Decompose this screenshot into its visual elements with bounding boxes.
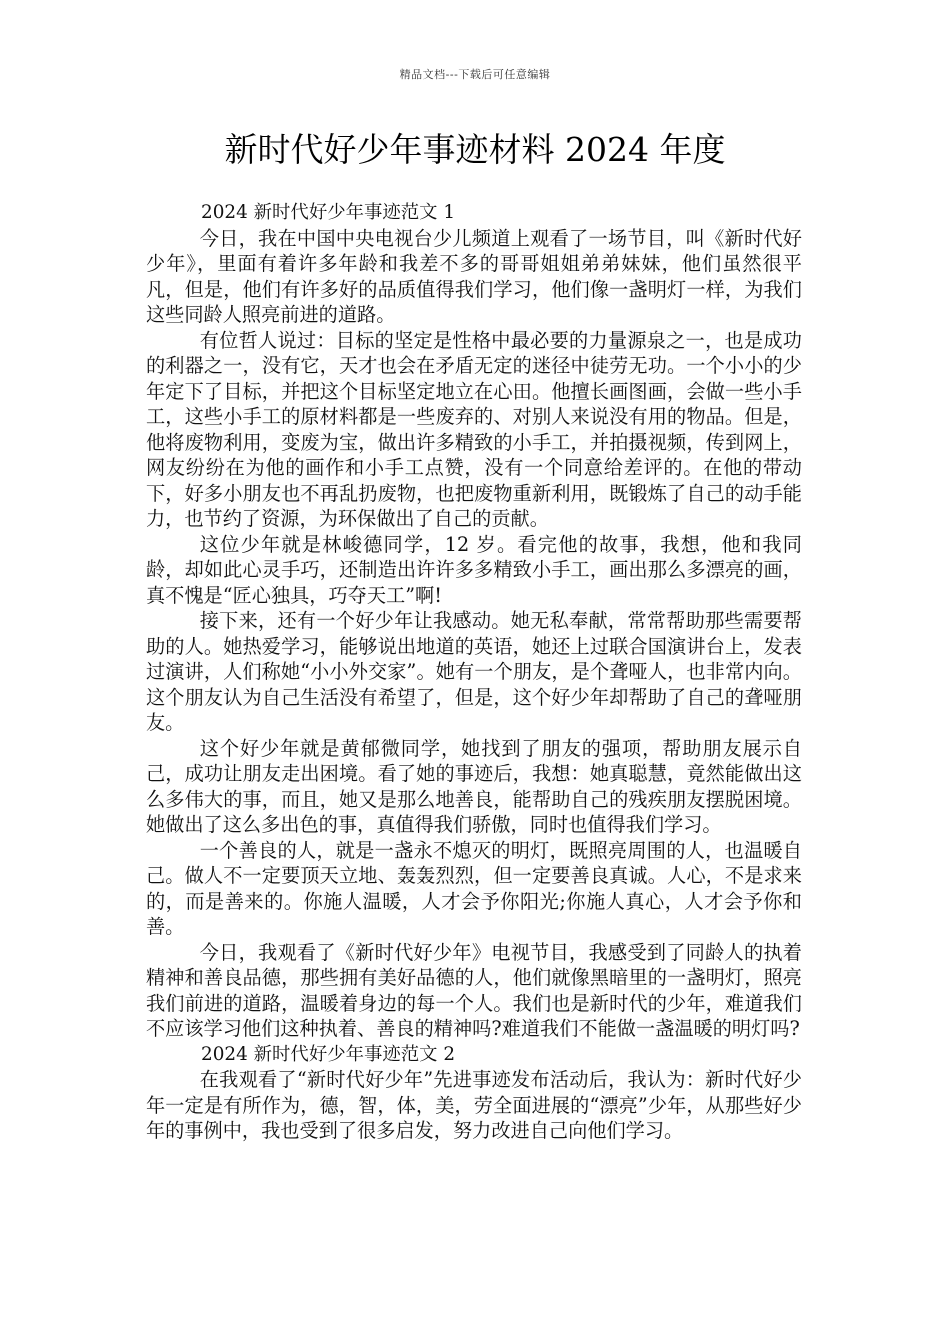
section-heading: 2024 新时代好少年事迹范文 2 [201, 1043, 456, 1065]
paragraph: 今日，我观看了《新时代好少年》电视节目，我感受到了同龄人的执着精神和善良品德，那些拥有美好品德的人，他们就像黑暗里的一盏明灯，照亮我们前进的道路，温暖着身边的每一个人。我们也是新时代的少年，难道我们不应该学习他们这种执着、善良的精神吗?难道我们不能做一盏温暖的明灯吗? [146, 940, 802, 1040]
document-body [146, 200, 802, 1144]
paragraph: 在我观看了“新时代好少年”先进事迹发布活动后，我认为：新时代好少年一定是有所作为，德，智，体，美，劳全面进展的“漂亮”少年，从那些好少年的事例中，我也受到了很多启发，努力改进自己向他们学习。 [146, 1068, 802, 1142]
paragraph: 一个善良的人，就是一盏永不熄灭的明灯，既照亮周围的人，也温暖自己。做人不一定要顶天立地、轰轰烈烈，但一定要善良真诚。人心，不是求来的，而是善来的。你施人温暖，人才会予你阳光;你施人真心，人才会予你和善。 [146, 838, 802, 938]
paragraph: 这个好少年就是黄郁微同学，她找到了朋友的强项，帮助朋友展示自己，成功让朋友走出困境。看了她的事迹后，我想：她真聪慧，竟然能做出这么多伟大的事，而且，她又是那么地善良，能帮助自己的残疾朋友摆脱困境。她做出了这么多出色的事，真值得我们骄傲，同时也值得我们学习。 [146, 736, 802, 836]
paragraph: 有位哲人说过：目标的坚定是性格中最必要的力量源泉之一，也是成功的利器之一，没有它，天才也会在矛盾无定的迷径中徒劳无功。一个小小的少年定下了目标，并把这个目标坚定地立在心田。他擅长画图画，会做一些小手工，这些小手工的原材料都是一些废弃的、对别人来说没有用的物品。但是，他将废物利用，变废为宝，做出许多精致的小手工，并拍摄视频，传到网上，网友纷纷在为他的画作和小手工点赞，没有一个同意给差评的。在他的带动下，好多小朋友也不再乱扔废物，也把废物重新利用，既锻炼了自己的动手能力，也节约了资源，为环保做出了自己的贡献。 [146, 328, 802, 530]
section-heading: 2024 新时代好少年事迹范文 1 [201, 202, 456, 223]
paragraph: 今日，我在中国中央电视台少儿频道上观看了一场节目，叫《新时代好少年》，里面有着许多年龄和我差不多的哥哥姐姐弟弟妹妹，他们虽然很平凡，但是，他们有许多好的品质值得我们学习，他们像一盏明灯一样，为我们这些同龄人照亮前进的道路。 [146, 226, 802, 326]
document-title: 新时代好少年事迹材料 2024 年度 [224, 130, 726, 169]
paragraph: 这位少年就是林峻德同学，12 岁。看完他的故事，我想，他和我同龄，却如此心灵手巧，还制造出许许多多精致小手工，画出那么多漂亮的画，真不愧是“匠心独具，巧夺天工”啊! [146, 532, 802, 607]
paragraph: 接下来，还有一个好少年让我感动。她无私奉献，常常帮助那些需要帮助的人。她热爱学习，能够说出地道的英语，她还上过联合国演讲台上，发表过演讲，人们称她“小小外交家”。她有一个朋友，是个聋哑人，也非常内向。这个朋友认为自己生活没有希望了，但是，这个好少年却帮助了自己的聋哑朋友。 [146, 609, 802, 734]
page-header: 精品文档---下载后可任意编辑 [399, 68, 551, 81]
